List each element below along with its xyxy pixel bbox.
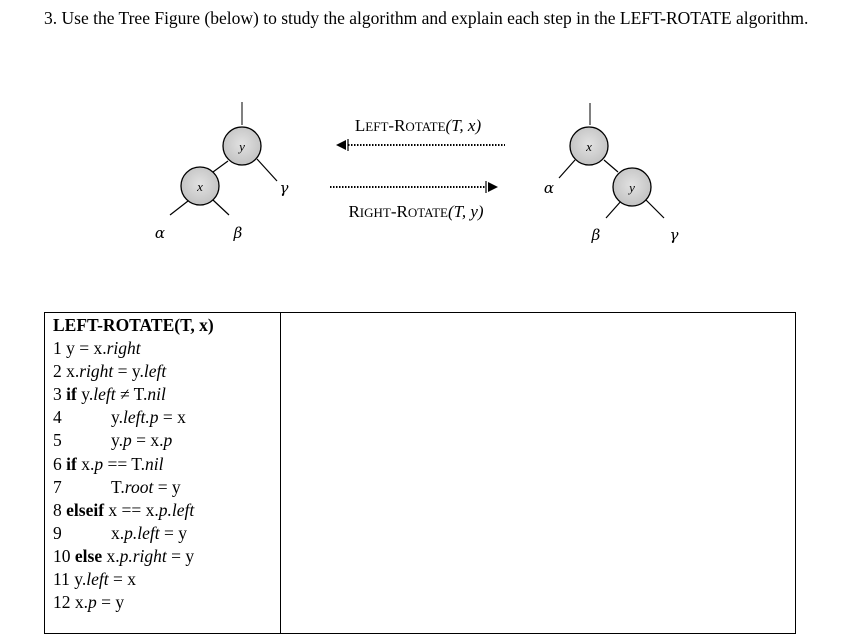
code-text: T. — [111, 476, 125, 497]
line-number: 3 — [53, 384, 62, 405]
keyword: if — [66, 453, 77, 474]
code-italic: right — [106, 338, 141, 359]
code-line — [53, 476, 280, 499]
label-x: x — [197, 179, 203, 194]
left-arrow-head — [336, 140, 346, 150]
code-text: x. — [66, 361, 80, 382]
code-text: y. — [81, 384, 94, 405]
edge-x-beta — [213, 200, 229, 215]
code-italic: left.p — [123, 407, 159, 428]
code-rest: = x — [158, 407, 186, 428]
edge-y-gamma — [257, 159, 277, 181]
edge-y-gamma-2 — [646, 200, 664, 218]
code-rest: = y — [166, 545, 195, 566]
edge-y-beta — [606, 200, 622, 218]
rotation-labels — [330, 116, 505, 221]
rotation-figure — [0, 0, 853, 300]
line-number: 1 — [53, 338, 62, 359]
code-italic: left — [93, 384, 116, 405]
code-line — [53, 568, 280, 591]
left-tree — [155, 102, 289, 242]
edge-y-x — [213, 161, 228, 172]
code-rest: = y — [96, 592, 125, 613]
line-number: 8 — [53, 499, 62, 520]
code-text: x. — [81, 453, 95, 474]
code-text: x. — [111, 522, 125, 543]
code-italic: left — [86, 569, 109, 590]
code-line — [53, 591, 280, 614]
code-rest: = y — [159, 522, 187, 543]
line-number: 7 — [53, 476, 62, 497]
line-number: 6 — [53, 453, 62, 474]
line-number: 12 — [53, 592, 71, 613]
label-beta-2: β — [591, 226, 601, 244]
code-rest: = x — [108, 569, 136, 590]
code-rest: ≠ T. — [115, 384, 148, 405]
code-rest: = x. — [131, 430, 164, 451]
code-italic: p — [163, 430, 173, 451]
label-gamma: γ — [279, 179, 289, 197]
line-number: 11 — [53, 569, 70, 590]
keyword: else — [74, 545, 103, 566]
code-line — [53, 453, 280, 476]
code-text: y. — [111, 430, 123, 451]
label-alpha-2: α — [543, 179, 555, 197]
label-beta: β — [233, 224, 243, 242]
code-italic: left — [143, 361, 167, 382]
code-line — [53, 499, 280, 522]
code-line — [53, 383, 280, 406]
code-italic: p — [88, 592, 97, 613]
right-tree — [544, 103, 679, 244]
line-number: 4 — [53, 407, 62, 428]
right-arrow-head — [488, 182, 498, 192]
code-rest: == T. — [103, 453, 146, 474]
keyword: elseif — [66, 499, 105, 520]
code-rest: = y — [153, 476, 181, 497]
code-text: x. — [106, 545, 120, 566]
code-italic: root — [124, 476, 154, 497]
pseudocode-cell — [45, 313, 281, 634]
edge-x-y — [604, 160, 618, 172]
code-text: x. — [74, 592, 88, 613]
code-line — [53, 522, 280, 545]
label-x-2: x — [586, 139, 592, 154]
code-line — [53, 337, 280, 360]
code-italic: p.left — [124, 522, 160, 543]
keyword: if — [66, 384, 77, 405]
code-italic: p — [94, 453, 104, 474]
code-italic: nil — [147, 384, 166, 405]
code-italic: right — [79, 361, 114, 382]
pseudocode — [45, 313, 280, 614]
label-y-2: y — [629, 180, 635, 195]
label-gamma-2: γ — [669, 226, 679, 244]
label-alpha: α — [154, 224, 166, 242]
code-line — [53, 545, 280, 568]
code-italic: nil — [145, 453, 164, 474]
label-y: y — [239, 139, 245, 154]
line-number: 5 — [53, 430, 62, 451]
line-number: 2 — [53, 361, 62, 382]
code-title: LEFT-ROTATE(T, x) — [53, 315, 214, 335]
question-text: 3. Use the Tree Figure (below) to study the algorithm and explain each step in the LEFT-ROTATE algorithm. — [44, 8, 809, 28]
answer-cell[interactable] — [281, 313, 796, 634]
code-italic: p.left — [158, 499, 195, 520]
line-number: 10 — [53, 545, 71, 566]
edge-x-alpha-2 — [559, 160, 575, 178]
code-text: y. — [74, 569, 87, 590]
code-line — [53, 360, 280, 383]
answer-table — [44, 312, 796, 634]
code-italic: p — [123, 430, 132, 451]
code-text: y. — [111, 407, 123, 428]
line-number: 9 — [53, 522, 62, 543]
code-text: y = x. — [66, 338, 107, 359]
code-italic: p.right — [119, 545, 167, 566]
code-line — [53, 406, 280, 429]
left-rotate-label: LEFT-ROTATE(T, x) — [354, 116, 482, 135]
code-rest: = y. — [113, 361, 144, 382]
right-rotate-label: RIGHT-ROTATE(T, y) — [348, 202, 484, 221]
edge-x-alpha — [170, 201, 188, 215]
code-line — [53, 429, 280, 452]
code-text: x == x. — [108, 499, 159, 520]
code-lines — [53, 337, 280, 614]
